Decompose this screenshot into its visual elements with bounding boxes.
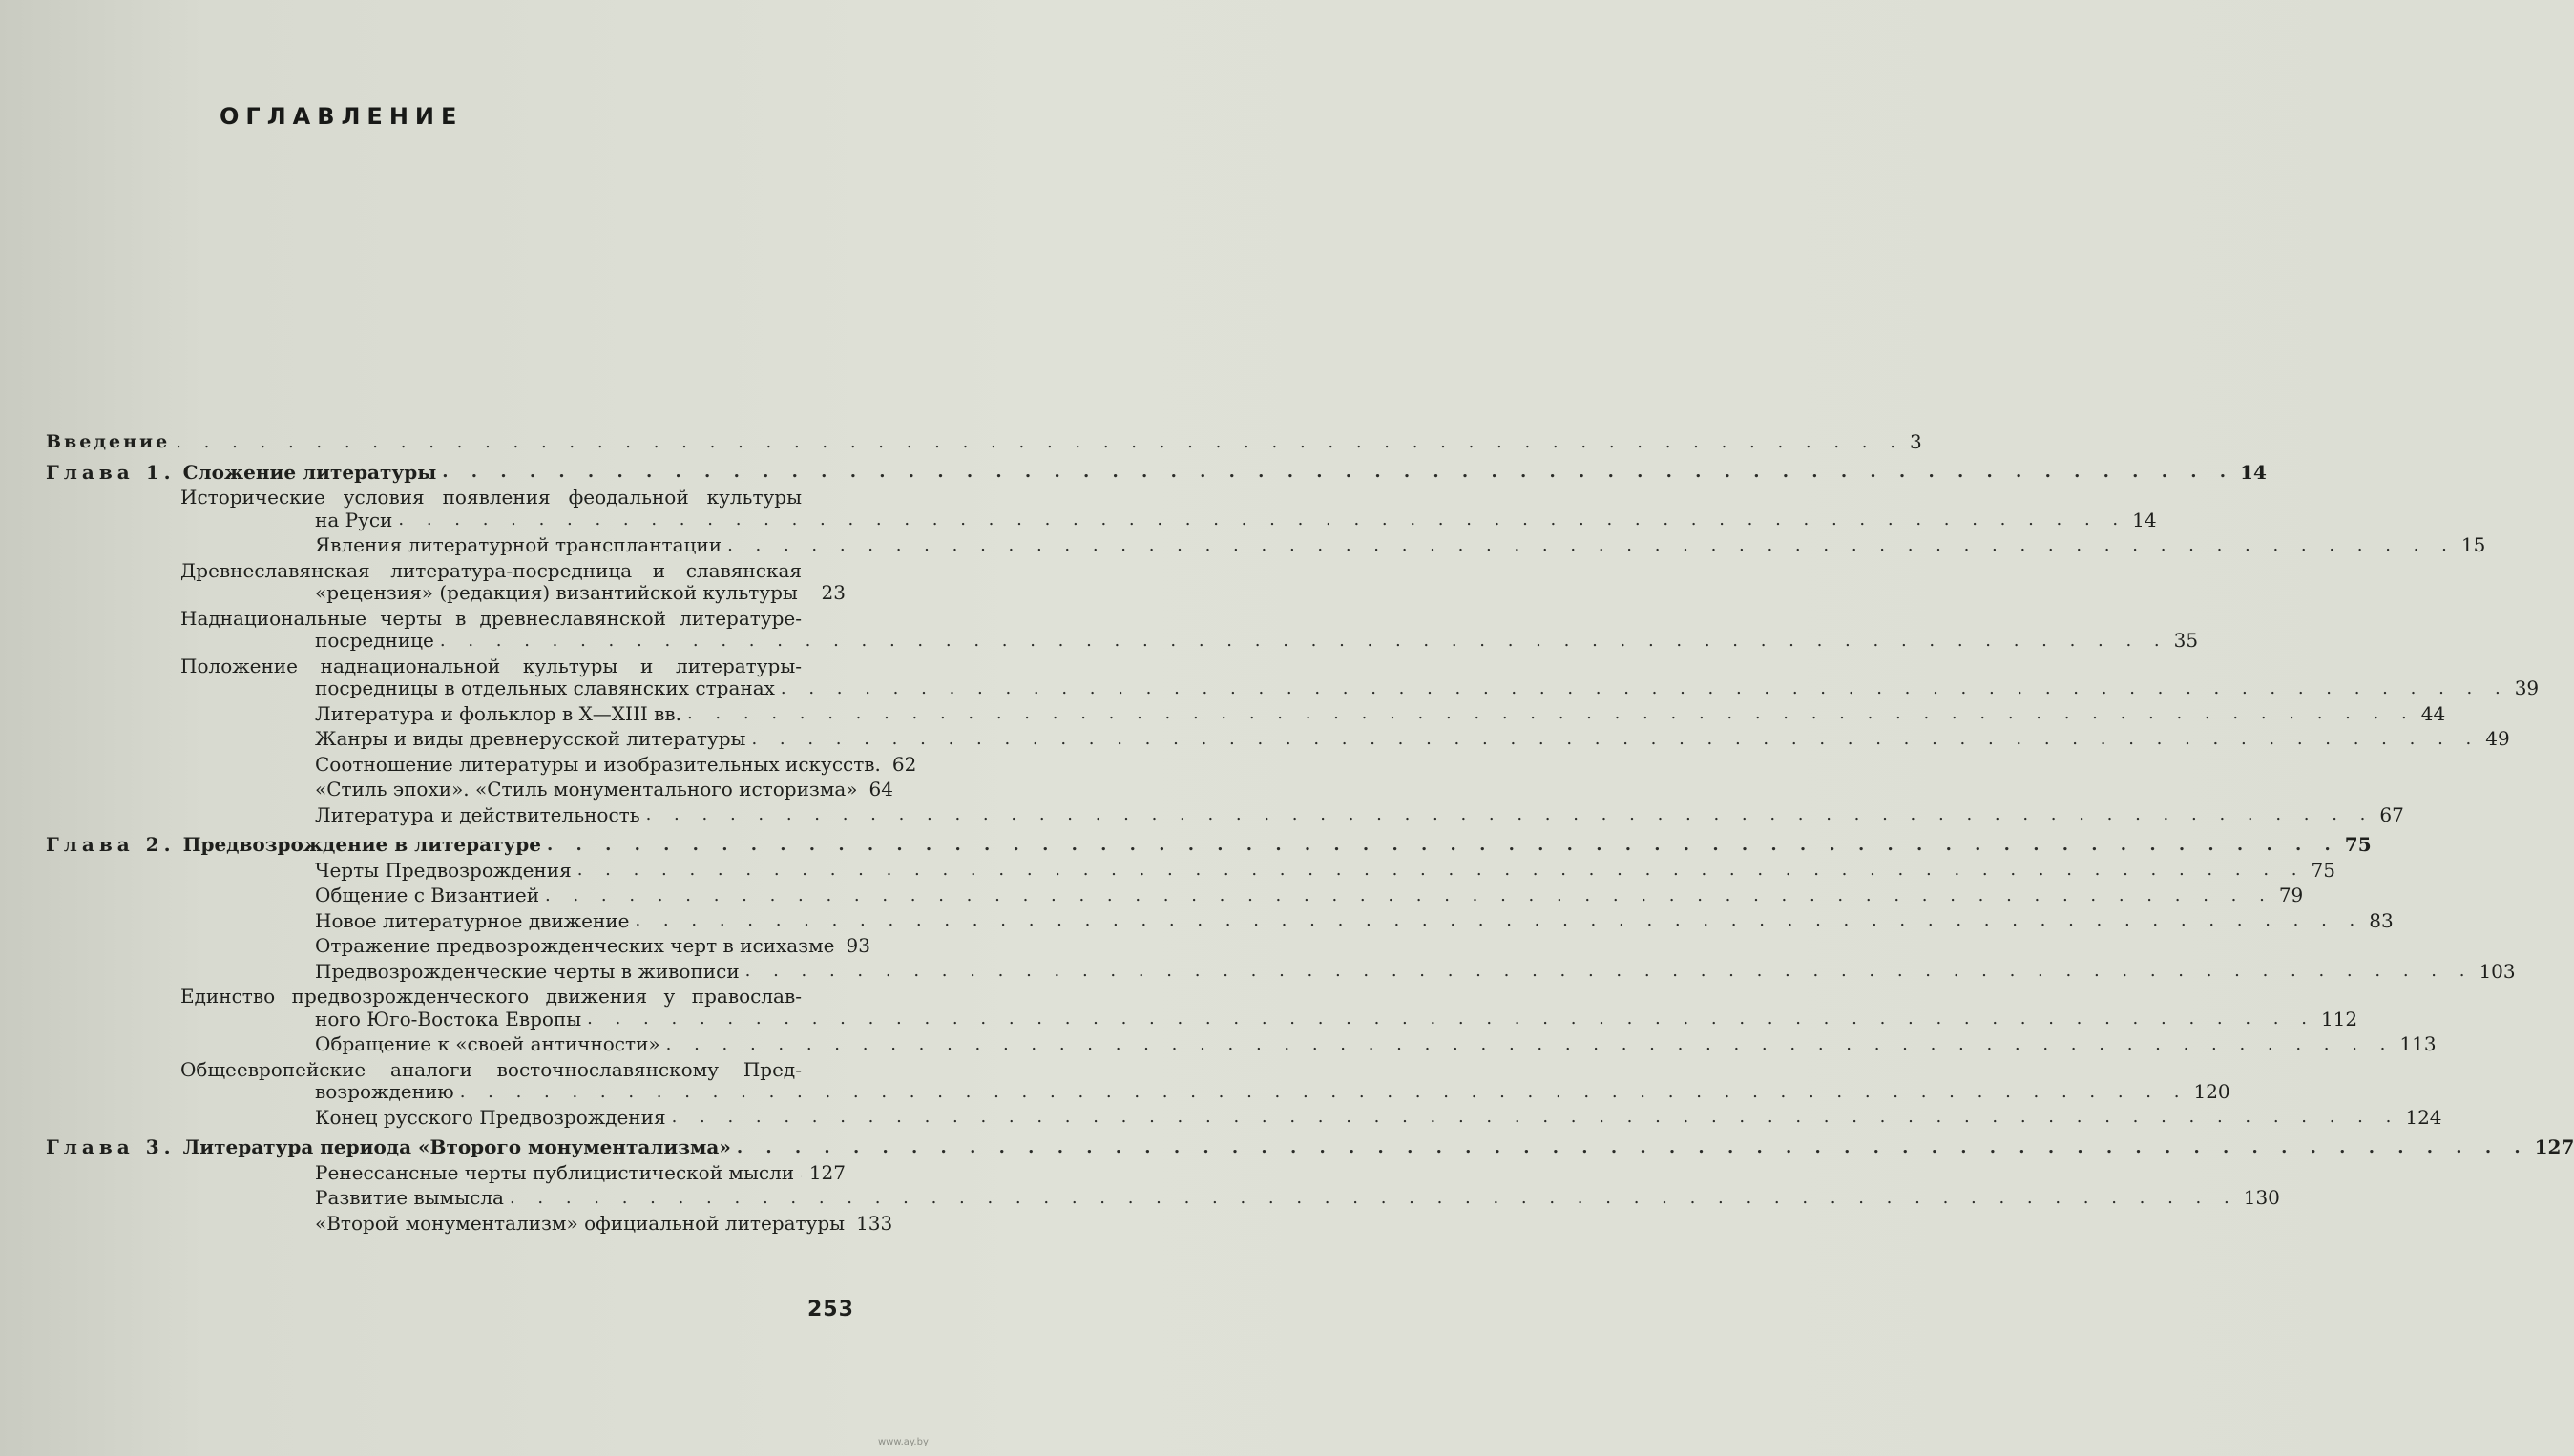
leader-dots: . . . . . . . . . . . . . . . . . . . . . . . . . . . . . . . . . . . . . . . . . . . . . . . . . . . . . . . . . . . . . . [439,630,2168,651]
leader-dots: . . . . . . . . . . . . . . . . . . . . . . . . . . . . . . . . . . . . . . . . . . . . . . . . . . . . . . . . . . . . . . [744,961,2474,981]
toc-page-number: 112 [2320,1007,2358,1030]
toc-section-entry [180,884,2304,907]
toc-section-entry [180,1211,893,1236]
toc-page-number: 83 [2369,908,2394,932]
toc-entry-text: на Руси [315,508,393,531]
leader-dots: . . . . . . . . . . . . . . . . . . . . . . . . . . . . . . . . . . . . . . . . . . . . . . . . . . . . . . . . . . . . . . [398,510,2127,530]
toc-page-number: 39 [2514,676,2540,699]
toc-page-number: 75 [2344,833,2372,856]
toc-entry-text-line1: Древнеславянская литература-посредница и славянская [180,558,802,582]
toc-section-entry [180,533,2486,557]
leader-dots: . . . . . . . . . . . . . . . . . . . . . . . . . . . . . . . . . . . . . . . . . . . . . . . . . . . . . . . . . . . . . . [780,677,2509,698]
toc-page-number: 62 [891,752,917,776]
toc-page-number: 23 [821,581,846,604]
toc-section-entry [180,1057,2230,1104]
toc-section-entry [180,1162,846,1185]
toc-entry-text: Жанры и виды древнерусской литературы [315,727,746,750]
toc-entry-text: Литература и фольклор в X—XIII вв. [315,701,681,725]
toc-section-entry [180,560,846,605]
leader-dots: . . . . . . . . . . . . . . . . . . . . . . . . . . . . . . . . . . . . . . . . . . . . . . . . . . . . . . . . . . . . . . [576,860,2306,880]
toc-entry-text: Сложение литературы [182,460,437,484]
toc-chapter-entry [46,460,2267,485]
toc-entry-text: Новое литературное движение [315,908,630,932]
toc-page-number: 15 [2460,533,2486,556]
leader-dots: . . . . . . . . . . . . . . . . . . . . . . . . . . . . . . . . . . . . . . . . . . . . . . . . . . . . . . . . . . . . . . [727,534,2456,555]
toc-entry-text: Развитие вымысла [315,1186,504,1209]
toc-entry-text: Ренессансные черты публицистической мысли [315,1160,795,1184]
toc-entry-text: Соотношение литературы и изобразительных искусств. [315,752,881,776]
chapter-label: Глава 3. [46,1135,176,1158]
toc-entry-text: ного Юго-Востока Европы [315,1007,582,1030]
toc-entry-text: возрождению [315,1080,454,1103]
leader-dots: . . . . . . . . . . . . . . . . . . . . . . . . . . . . . . . . . . . . . . . . . . . . . . . . . . . . . . . . . . . . . . [587,1009,2315,1029]
toc-page-number: 127 [2534,1135,2574,1158]
leader-dots: . . . . . . . . . . . . . . . . . . . . . . . . . . . . . . . . . . . . . . . . . . . . . . . . . . . . . . . . . . . . . . [686,703,2416,723]
toc-entry-text: Литература периода «Второго монументализма» [182,1135,731,1158]
toc-page-number: 79 [2278,884,2304,906]
toc-section-entry [180,985,2358,1030]
leader-dots: . . . . . . . . . . . . . . . . . . . . . . . . . . . . . . . . . . . . . . . . . . . . . . . . . . . . . . . . . . . . . . [509,1187,2238,1208]
toc-entry-text: «рецензия» (редакция) византийской культуры [315,581,798,604]
leader-dots: . . . . . . . . . . . . . . . . . . . . . . . . . . . . . . . . . . . . . . . . . . . . . . . . . . . . . . . . . . . . . . [635,910,2364,930]
toc-page-number: 67 [2379,802,2404,826]
toc-section-entry [180,778,893,801]
toc-section-entry [180,934,870,958]
toc-page-number: 103 [2479,959,2516,983]
toc-entry-text-line1: Единство предвозрожденческого движения у православ- [180,985,802,1008]
toc-section-entry [180,752,917,777]
leader-dots: . . . . . . . . . . . . . . . . . . . . . . . . . . . . . . . . . . . . . . . . . . . . . . . . . . . . . . . . . . . . . . [176,431,1904,452]
toc-entry-text: Явления литературной трансплантации [315,533,722,556]
leader-dots: . . . . . . . . . . . . . . . . . . . . . . . . . . . . . . . . . . . . . . . . . . . . . . . . . . . . . . . . . . . . . . [459,1081,2188,1102]
leader-dots: . . . . . . . . . . . . . . . . . . . . . . . . . . . . . . . . . . . . . . . . . . . . . . . . . . . . . . . . . . . . . . [442,462,2235,482]
toc-section-entry [180,701,2446,726]
leader-dots: . . . . . . . . . . . . . . . . . . . . . . . . . . . . . . . . . . . . . . . . . . . . . . . . . . . . . . . . . . . . . . [547,834,2339,855]
watermark: www.ay.by [878,1437,929,1447]
leader-dots: . . . . . . . . . . . . . . . . . . . . . . . . . . . . . . . . . . . . . . . . . . . . . . . . . . . . . . . . . . . . . . [671,1107,2400,1127]
toc-page-number: 64 [868,778,893,801]
toc-page-number: 14 [2240,460,2267,484]
toc-section-entry [180,908,2394,933]
page-number: 253 [807,1298,854,1321]
leader-dots: . . . . . . . . . . . . . . . . . . . . . . . . . . . . . . . . . . . . . . . . . . . . . . . . . . . . . . . . . . . . . . [665,1033,2395,1054]
chapter-label: Глава 1. [46,460,176,484]
toc-entry-text: «Стиль эпохи». «Стиль монументального историзма» [315,778,858,801]
toc-entry-text: Предвозрождение в литературе [182,833,541,856]
toc-section-entry [180,727,2510,751]
toc-entry-text: Черты Предвозрождения [315,858,572,882]
toc-entry-text: Общение с Византией [315,884,540,906]
toc-page-number: 127 [808,1160,846,1184]
toc-entry-text: «Второй монументализм» официальной литературы [315,1211,846,1235]
toc-section-entry [180,486,2157,531]
toc-section-entry [180,1032,2437,1056]
toc-section-entry [180,959,2516,984]
leader-dots: . . . . . . . . . . . . . . . . . . . . . . . . . . . . . . . . . . . . . . . . . . . . . . . . . . . . . . . . . . . . . . [751,728,2480,749]
table-of-contents [46,430,2574,1238]
toc-entry-text: Конец русского Предвозрождения [315,1105,666,1129]
toc-page-number: 133 [856,1211,893,1235]
toc-entry-text-line1: Общеевропейские аналоги восточнославянскому Пред- [180,1057,802,1081]
page-title: ОГЛАВЛЕНИЕ [220,103,464,130]
toc-section-entry [180,802,2404,827]
toc-section-entry [180,858,2335,883]
toc-entry-text: Отражение предвозрожденческих черт в исихазме [315,934,835,957]
toc-page-number: 44 [2420,701,2446,725]
toc-entry-text-line1: Наднациональные черты в древнеславянской литературе- [180,606,802,630]
toc-page-number: 120 [2193,1080,2230,1103]
leader-dots: . . . . . . . . . . . . . . . . . . . . . . . . . . . . . . . . . . . . . . . . . . . . . . . . . . . . . . . . . . . . . . [645,804,2375,824]
toc-chapter-entry [46,1135,2574,1159]
toc-entry-text: посредницы в отдельных славянских странах [315,676,775,699]
leader-dots: . . . . . . . . . . . . . . . . . . . . . . . . . . . . . . . . . . . . . . . . . . . . . . . . . . . . . . . . . . . . . . [545,884,2273,905]
toc-section-entry [180,606,2199,653]
toc-entry-text: Введение [46,431,171,452]
toc-section-entry [180,1186,2280,1210]
toc-page-number: 75 [2311,858,2335,882]
toc-entry-text-line1: Положение наднациональной культуры и литературы- [180,654,802,677]
toc-chapter-entry [46,833,2372,857]
toc-page-number: 3 [1909,430,1922,453]
toc-intro-entry [46,430,1922,454]
toc-entry-text: Литература и действительность [315,802,640,826]
toc-page-number: 35 [2173,629,2199,652]
leader-dots: . . . . . . . . . . . . . . . . . . . . . . . . . . . . . . . . . . . . . . . . . . . . . . . . . . . . . . . . . . . . . . [736,1136,2529,1157]
toc-page-number: 93 [846,934,870,957]
toc-entry-text: Предвозрожденческие черты в живописи [315,959,740,983]
toc-page-number: 14 [2132,508,2157,531]
toc-page-number: 49 [2485,727,2510,750]
toc-page-number: 113 [2399,1032,2437,1055]
toc-page-number: 124 [2405,1105,2442,1129]
toc-entry-text: посреднице [315,629,434,652]
toc-entry-text: Обращение к «своей античности» [315,1032,660,1055]
toc-section-entry [180,1105,2442,1130]
chapter-label: Глава 2. [46,833,176,856]
toc-section-entry [180,654,2540,700]
leader-dots [800,1164,802,1181]
toc-page-number: 130 [2243,1186,2280,1209]
toc-entry-text-line1: Исторические условия появления феодальной культуры [180,486,802,509]
